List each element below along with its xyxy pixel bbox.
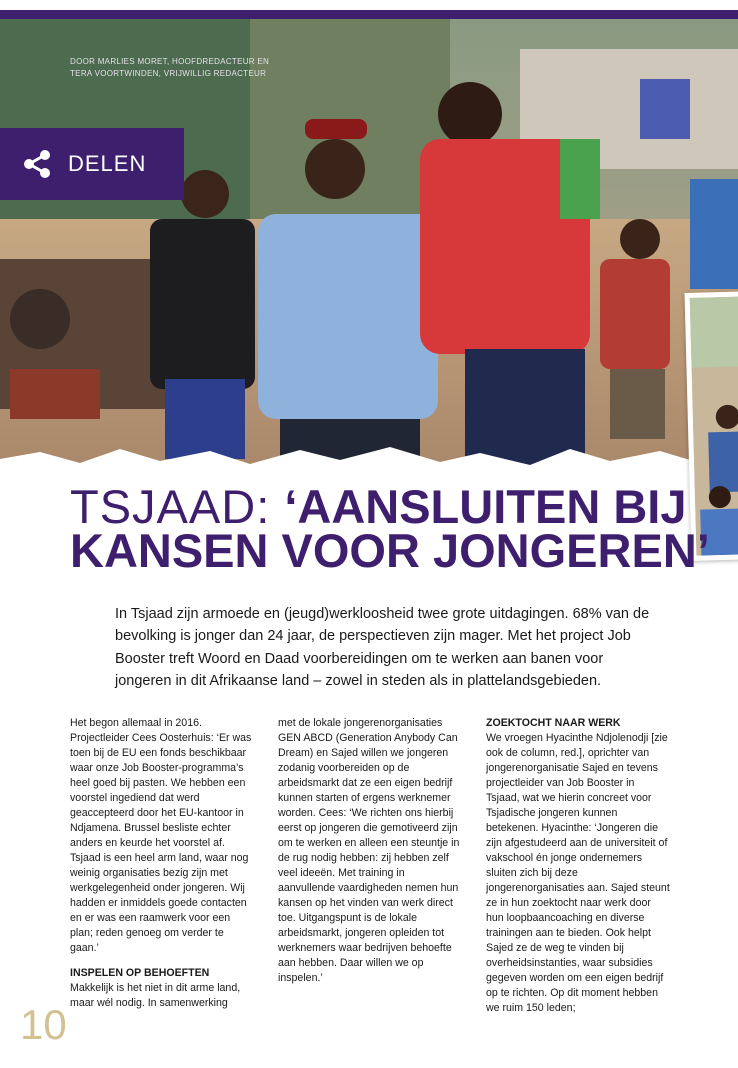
- title-country: TSJAAD:: [70, 480, 285, 533]
- column-1-paragraph-2: Makkelijk is het niet in dit arme land, maar wél nodig. In samenwerking: [70, 982, 241, 1009]
- share-label: DELEN: [68, 151, 147, 176]
- article-title: [70, 480, 730, 577]
- column-1-paragraph-1: Het begon allemaal in 2016. Projectleider Cees Oosterhuis: ‘Er was toen bij de EU een fonds beschikbaar waar onze Job Booster-programma’s heel goed bij pasten. We hebben een voorstel ingediend dat werd geaccepteerd door het EU-kantoor in Ndjamena. Brussel besliste echter anders en keurde het voorstel af. Tsjaad is een heel arm land, waar nog weinig organisaties bezig zijn met werkgelegenheid onder jongeren. Wij hadden er inmiddels goede contacten en er was een raamwerk voor een plan; reden genoeg om verder te gaan.’: [70, 717, 252, 954]
- purple-band: [0, 10, 738, 19]
- column-3: [486, 716, 670, 1016]
- column-1: [70, 716, 254, 1011]
- title-headline: ‘AANSLUITEN BIJ KANSEN VOOR JONGEREN’: [70, 480, 710, 577]
- column-1-heading: INSPELEN OP BEHOEFTEN: [70, 967, 210, 979]
- top-color-band: [0, 0, 738, 14]
- column-3-heading: ZOEKTOCHT NAAR WERK: [486, 717, 621, 729]
- share-icon: [20, 147, 54, 181]
- hero-photo: [0, 19, 738, 475]
- byline: DOOR MARLIES MORET, HOOFDREDACTEUR EN TERA VOORTWINDEN, VRIJWILLIG REDACTEUR: [70, 57, 270, 78]
- page-number: 10: [20, 1001, 67, 1048]
- lead-paragraph: In Tsjaad zijn armoede en (jeugd)werkloosheid twee grote uitdagingen. 68% van de bevolking is jonger dan 24 jaar, de perspectieven zijn mager. Met het project Job Booster treft Woord en Daad voorbereidingen om te werken aan banen voor jongeren in dit Afrikaanse land – zowel in steden als in plattelandsgebieden.: [115, 606, 650, 689]
- column-2: [278, 716, 462, 986]
- column-2-paragraph-1: met de lokale jongerenorganisaties GEN ABCD (Generation Anybody Can Dream) en Sajed willen we jongeren zodanig voorbereiden op de arbeidsmarkt dat ze een eigen bedrijf kunnen starten of ergens werknemer worden. Cees: ‘We richten ons hierbij eerst op jongeren die gemotiveerd zijn om te werken en alleen een steuntje in de rug nodig hebben: zij hebben zelf veel ideeën. Met training in aanvullende vaardigheden nemen hun kansen op het vinden van werk direct toe. Uitgangspunt is de lokale arbeidsmarkt, jongeren opleiden tot werknemers waar bedrijven behoefte aan hebben. Daar willen we op inspelen.’: [278, 717, 460, 984]
- share-button[interactable]: [0, 128, 184, 200]
- column-3-paragraph-1: We vroegen Hyacinthe Ndjolenodji [zie ook de column, red.], oprichter van jongerenorganisatie Sajed en tevens projectleider van Job Booster in Tsjaad, wat we hierin concreet voor Tsjadische jongeren kunnen betekenen. Hyacinthe: ‘Jongeren die zijn afgestudeerd aan de universiteit of vakschool én jonge ondernemers sluiten zich bij deze jongerenorganisaties aan. Sajed steunt ze in hun zoektocht naar werk door hun loopbaancoaching en diverse trainingen aan te bieden. Ook helpt Sajed ze de weg te vinden bij overheidsinstanties, waar subsidies gegeven worden om een eigen bedrijf op te richten. Op dit moment hebben we ruim 150 leden;: [486, 732, 670, 1014]
